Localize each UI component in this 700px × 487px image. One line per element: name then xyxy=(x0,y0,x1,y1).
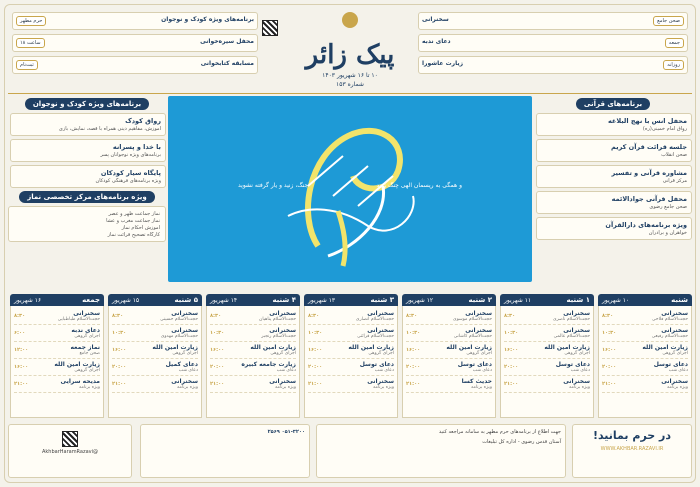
quran-item xyxy=(536,139,692,162)
footer-contact-box xyxy=(140,424,310,478)
schedule-item xyxy=(210,359,296,376)
footer-contact: ۰۵۱-۳۲۰۰ ۲۵۶۹ xyxy=(267,429,305,435)
schedule-item-time: ۲۰:۰۰ xyxy=(504,364,519,370)
schedule-item-title: سخنرانی xyxy=(367,378,394,385)
schedule-item-title: دعای توسل xyxy=(653,361,688,368)
schedule-item xyxy=(14,376,100,393)
schedule-item-title: حدیث کسا xyxy=(461,378,492,385)
kids-section-title: برنامه‌های ویژه کودک و نوجوان xyxy=(25,98,149,110)
quran-item xyxy=(536,165,692,188)
hero-right-caption: و همگی به ریسمان الهی چنگ زنید xyxy=(376,182,462,189)
schedule-item-time: ۲۱:۰۰ xyxy=(602,381,617,387)
day-body xyxy=(206,306,300,418)
schedule-item-time: ۲۰:۰۰ xyxy=(602,364,617,370)
schedule-item-speaker: حجت‌الاسلام موسوی xyxy=(453,317,492,322)
schedule-item-title: سخنرانی xyxy=(465,310,492,317)
day-body xyxy=(108,306,202,418)
schedule-item-speaker: دعای شب xyxy=(276,368,296,373)
day-body xyxy=(402,306,496,418)
schedule-item-title: سخنرانی xyxy=(367,327,394,334)
schedule-item-speaker: حجت‌الاسلام مهدوی xyxy=(160,334,198,339)
top-left-tag: ثبت‌نام xyxy=(16,60,38,70)
schedule-item-title: سخنرانی xyxy=(269,327,296,334)
schedule-item-speaker: صحن جامع xyxy=(79,351,100,356)
day-name: ۵ شنبه xyxy=(174,296,198,304)
day-header xyxy=(500,294,594,306)
schedule-item xyxy=(112,325,198,342)
schedule-item-title: دعای توسل xyxy=(359,361,394,368)
day-name: ۴ شنبه xyxy=(272,296,296,304)
top-right-tag: صحن جامع xyxy=(653,16,684,26)
schedule-item-speaker: ویژه برنامه xyxy=(79,385,100,390)
top-right-label: سخنرانی xyxy=(422,16,449,23)
schedule-item-title: دعای کمیل xyxy=(165,361,198,368)
schedule-item-time: ۲۰:۰۰ xyxy=(210,364,225,370)
schedule-item xyxy=(14,342,100,359)
kids-item xyxy=(10,113,166,136)
top-right-item xyxy=(418,12,688,30)
schedule-item-time: ۲۱:۰۰ xyxy=(112,381,127,387)
schedule-item-speaker: حجت‌الاسلام عالمی xyxy=(553,334,590,339)
day-date: ۱۲ شهریور xyxy=(406,296,434,304)
footer-note: جهت اطلاع از برنامه‌های حرم مطهر به سامانه مراجعه کنید xyxy=(438,429,561,435)
schedule-item xyxy=(602,325,688,342)
schedule-item-title: نماز جمعه xyxy=(70,344,100,351)
issue-number: شماره ۱۵۳ xyxy=(336,81,364,88)
top-left-label: مسابقه کتابخوانی xyxy=(200,60,254,67)
schedule-item-time: ۶:۰۰ xyxy=(14,330,26,336)
schedule-item xyxy=(504,376,590,393)
schedule-item-speaker: اجرای گروهی xyxy=(466,351,492,356)
schedule-item-title: زیارت جامعه کبیره xyxy=(241,361,296,368)
schedule-item xyxy=(406,376,492,393)
schedule-item-speaker: ویژه برنامه xyxy=(471,385,492,390)
day-date: ۱۴ شهریور xyxy=(210,296,238,304)
schedule-item-title: سخنرانی xyxy=(73,310,100,317)
schedule-item-speaker: حجت‌الاسلام فلاحی xyxy=(652,317,688,322)
quran-item-title: مشاوره قرآنی و تفسیر xyxy=(611,169,687,177)
schedule-item-speaker: ویژه برنامه xyxy=(373,385,394,390)
schedule-item-time: ۸:۳۰ xyxy=(112,313,124,319)
quran-item-line: صحن جامع رضوی xyxy=(649,204,687,210)
schedule-item xyxy=(406,342,492,359)
quran-item-line: خواهران و برادران xyxy=(648,230,687,236)
hero-left-caption: جنگ، زنید و یار گرفته نشوید xyxy=(238,182,309,189)
emblem-icon xyxy=(342,12,358,28)
schedule-item-speaker: دعای شب xyxy=(178,368,198,373)
schedule-item-time: ۱۶:۰۰ xyxy=(210,347,225,353)
schedule-item-speaker: دعای شب xyxy=(570,368,590,373)
top-right-label: دعای ندبه xyxy=(422,38,451,45)
footer-note-box xyxy=(316,424,566,478)
schedule-item-time: ۱۶:۰۰ xyxy=(406,347,421,353)
schedule-item xyxy=(308,376,394,393)
day-date: ۱۱ شهریور xyxy=(504,296,532,304)
schedule-item-title: سخنرانی xyxy=(367,310,394,317)
schedule-item-title: زیارت امین الله xyxy=(250,344,296,351)
schedule-item xyxy=(602,359,688,376)
schedule-item-speaker: اجرای گروهی xyxy=(172,351,198,356)
schedule-item xyxy=(14,359,100,376)
calligraphy-artwork xyxy=(168,96,532,282)
schedule-item-title: سخنرانی xyxy=(171,310,198,317)
schedule-item xyxy=(210,308,296,325)
schedule-item-time: ۲۰:۰۰ xyxy=(406,364,421,370)
schedule-item-time: ۱۰:۳۰ xyxy=(210,330,225,336)
quran-item-title: ویژه برنامه‌های دارالقرآن xyxy=(605,221,687,229)
schedule-item-time: ۸:۳۰ xyxy=(602,313,614,319)
schedule-item xyxy=(406,325,492,342)
quran-item-title: محفل انس با نهج البلاغه xyxy=(607,117,687,125)
top-left-tag: حرم مطهر xyxy=(16,16,46,26)
schedule-item-speaker: اجرای گروهی xyxy=(662,351,688,356)
schedule-item-title: سخنرانی xyxy=(661,310,688,317)
schedule-item-time: ۱۶:۰۰ xyxy=(112,347,127,353)
top-left-item xyxy=(12,34,258,52)
quran-item xyxy=(536,113,692,136)
kids-item-line: برنامه‌های ویژه نوجوانان پسر xyxy=(100,152,161,158)
day-header xyxy=(598,294,692,306)
schedule-item xyxy=(210,325,296,342)
schedule-item-speaker: حجت‌الاسلام کاشانی xyxy=(453,334,492,339)
schedule-item xyxy=(308,325,394,342)
schedule-item xyxy=(210,376,296,393)
day-name: شنبه xyxy=(671,296,688,304)
schedule-item-speaker: حجت‌الاسلام ناصری xyxy=(552,317,590,322)
schedule-item-title: سخنرانی xyxy=(269,378,296,385)
schedule-item-time: ۱۰:۳۰ xyxy=(112,330,127,336)
schedule-item-time: ۸:۳۰ xyxy=(406,313,418,319)
quran-item-line: رواق امام خمینی(ره) xyxy=(642,126,687,132)
schedule-item-time: ۱۶:۰۰ xyxy=(504,347,519,353)
schedule-item-speaker: حجت‌الاسلام طباطبایی xyxy=(57,317,100,322)
schedule-item-time: ۱۶:۰۰ xyxy=(602,347,617,353)
qr-code-icon[interactable] xyxy=(262,20,278,36)
schedule-item-speaker: ویژه برنامه xyxy=(177,385,198,390)
schedule-item xyxy=(112,359,198,376)
schedule-item xyxy=(14,325,100,342)
top-right-label: زیارت عاشورا xyxy=(422,60,464,67)
schedule-item-title: سخنرانی xyxy=(563,327,590,334)
schedule-item-speaker: حجت‌الاسلام رنجبر xyxy=(261,334,296,339)
schedule-item-title: زیارت امین الله xyxy=(642,344,688,351)
quran-item-title: محفل قرآنی جوادالائمه xyxy=(611,195,687,203)
left-column xyxy=(8,98,166,288)
kids-item-title: با خدا و پسرانه xyxy=(112,143,161,151)
schedule-item xyxy=(308,359,394,376)
quran-item-title: جلسه قرائت قرآن کریم xyxy=(611,143,687,151)
day-header xyxy=(206,294,300,306)
schedule-item-time: ۲۰:۰۰ xyxy=(308,364,323,370)
day-date: ۱۶ شهریور xyxy=(14,296,42,304)
day-header xyxy=(10,294,104,306)
schedule-item-speaker: ویژه برنامه xyxy=(569,385,590,390)
schedule-item-speaker: حجت‌الاسلام انصاری xyxy=(355,317,394,322)
prayer-item: کارگاه تصحیح قرائت نماز xyxy=(107,232,160,238)
footer xyxy=(8,424,692,478)
schedule-item xyxy=(504,359,590,376)
schedule-item-title: زیارت امین الله xyxy=(348,344,394,351)
schedule-item-title: سخنرانی xyxy=(563,310,590,317)
schedule-item-title: زیارت امین الله xyxy=(54,361,100,368)
schedule-item-title: سخنرانی xyxy=(171,327,198,334)
schedule-item xyxy=(308,308,394,325)
schedule-item-speaker: دعای شب xyxy=(472,368,492,373)
schedule-item-title: زیارت امین الله xyxy=(446,344,492,351)
top-right-item xyxy=(418,34,688,52)
hero-banner xyxy=(168,96,532,282)
quran-section-title: برنامه‌های قرآنی xyxy=(576,98,650,110)
schedule-item-time: ۱۰:۳۰ xyxy=(308,330,323,336)
top-right-tag: روزانه xyxy=(663,60,684,70)
schedule-item xyxy=(602,342,688,359)
top-right-tag: جمعه xyxy=(665,38,684,48)
prayer-item: نماز جماعت مغرب و عشا xyxy=(106,218,160,224)
day-body xyxy=(10,306,104,418)
top-left-item xyxy=(12,12,258,30)
day-column xyxy=(500,294,594,418)
day-column xyxy=(206,294,300,418)
schedule-item-speaker: حجت‌الاسلام حسینی xyxy=(160,317,198,322)
issue-date: ۱۰ تا ۱۶ شهریور ۱۴۰۳ xyxy=(322,72,378,79)
kids-item-title: رواق کودک xyxy=(125,117,161,125)
schedule-item-title: مدیحه سرایی xyxy=(60,378,100,385)
day-column xyxy=(108,294,202,418)
footer-handle[interactable]: @AkhbarHaramRazavi xyxy=(41,449,99,455)
top-right-panel xyxy=(414,8,692,92)
top-left-item xyxy=(12,56,258,74)
top-left-panel xyxy=(8,8,262,92)
schedule-item-time: ۲۰:۰۰ xyxy=(112,364,127,370)
schedule-item-speaker: اجرای گروهی xyxy=(368,351,394,356)
schedule-item xyxy=(406,308,492,325)
day-date: ۱۵ شهریور xyxy=(112,296,140,304)
kids-item-title: پایگاه سیار کودکان xyxy=(100,169,161,177)
page-title: پیک زائر xyxy=(305,40,395,70)
day-column xyxy=(598,294,692,418)
schedule-item-time: ۱۰:۳۰ xyxy=(504,330,519,336)
schedule-item xyxy=(406,359,492,376)
day-header xyxy=(108,294,202,306)
schedule-item-title: سخنرانی xyxy=(171,378,198,385)
day-header xyxy=(402,294,496,306)
day-body xyxy=(304,306,398,418)
schedule-item-time: ۲۱:۰۰ xyxy=(406,381,421,387)
day-column xyxy=(304,294,398,418)
kids-item-line: آموزش، مفاهیم دینی همراه با قصه، نمایش، بازی xyxy=(58,126,161,132)
schedule-item-speaker: اجرای گروهی xyxy=(74,368,100,373)
schedule-item-title: سخنرانی xyxy=(269,310,296,317)
quran-item xyxy=(536,217,692,240)
footer-site[interactable]: WWW.AKHBAR.RAZAVI.IR xyxy=(600,446,664,452)
day-name: ۲ شنبه xyxy=(468,296,492,304)
schedule-item-speaker: حجت‌الاسلام پناهیان xyxy=(259,317,296,322)
schedule-item-time: ۱۰:۳۰ xyxy=(602,330,617,336)
schedule-item-speaker: حجت‌الاسلام قرائتی xyxy=(357,334,394,339)
schedule-item-title: دعای توسل xyxy=(555,361,590,368)
schedule-item xyxy=(602,308,688,325)
schedule-item-title: دعای توسل xyxy=(457,361,492,368)
schedule-item-time: ۲۱:۰۰ xyxy=(504,381,519,387)
quran-item-line: صحن انقلاب xyxy=(661,152,687,158)
kids-item xyxy=(10,139,166,162)
schedule-item-time: ۱۶:۰۰ xyxy=(308,347,323,353)
day-column xyxy=(402,294,496,418)
schedule-item-title: سخنرانی xyxy=(465,327,492,334)
footer-greeting-box xyxy=(572,424,692,478)
day-header xyxy=(304,294,398,306)
right-column xyxy=(534,98,692,288)
schedule-item xyxy=(14,308,100,325)
schedule-item-time: ۸:۳۰ xyxy=(14,313,26,319)
schedule-item-time: ۱۲:۰۰ xyxy=(14,347,29,353)
top-left-tag: ساعت ۱۸ xyxy=(16,38,45,48)
schedule-item xyxy=(112,342,198,359)
kids-item xyxy=(10,165,166,188)
schedule-item-speaker: ویژه برنامه xyxy=(667,385,688,390)
schedule-item-title: سخنرانی xyxy=(661,378,688,385)
quran-item-line: مرکز قرآنی xyxy=(662,178,687,184)
schedule-item xyxy=(504,325,590,342)
schedule-item-time: ۸:۳۰ xyxy=(504,313,516,319)
footer-greeting: در حرم بمانید! xyxy=(592,429,672,442)
schedule-item-speaker: دعای شب xyxy=(374,368,394,373)
kids-item-line: ویژه برنامه‌های فرهنگی کودکان xyxy=(95,178,161,184)
schedule-item-speaker: اجرای گروهی xyxy=(74,334,100,339)
schedule-item-speaker: اجرای گروهی xyxy=(564,351,590,356)
schedule-item-speaker: حجت‌الاسلام رفیعی xyxy=(651,334,688,339)
schedule-item-title: دعای ندبه xyxy=(71,327,100,334)
schedule-item xyxy=(308,342,394,359)
masthead xyxy=(286,8,414,92)
footer-qr-icon[interactable] xyxy=(62,431,78,447)
prayer-list xyxy=(8,206,166,242)
schedule-item-time: ۸:۳۰ xyxy=(210,313,222,319)
schedule-item xyxy=(602,376,688,393)
schedule-item xyxy=(112,376,198,393)
top-left-label: برنامه‌های ویژه کودک و نوجوان xyxy=(161,16,254,23)
schedule-item-title: زیارت امین الله xyxy=(544,344,590,351)
schedule-item-time: ۸:۳۰ xyxy=(308,313,320,319)
footer-social-box xyxy=(8,424,132,478)
day-date: ۱۳ شهریور xyxy=(308,296,336,304)
schedule-item-time: ۲۱:۰۰ xyxy=(210,381,225,387)
top-right-item xyxy=(418,56,688,74)
day-column xyxy=(10,294,104,418)
schedule-item-time: ۱۰:۳۰ xyxy=(406,330,421,336)
quran-item xyxy=(536,191,692,214)
schedule-item-speaker: اجرای گروهی xyxy=(270,351,296,356)
schedule-item-time: ۲۱:۰۰ xyxy=(308,381,323,387)
prayer-section-title: ویژه برنامه‌های مرکز تخصصی نماز xyxy=(19,191,155,203)
schedule-item-title: سخنرانی xyxy=(661,327,688,334)
schedule-item xyxy=(210,342,296,359)
prayer-item: آموزش احکام نماز xyxy=(121,225,160,231)
day-date: ۱۰ شهریور xyxy=(602,296,630,304)
day-body xyxy=(500,306,594,418)
top-left-label: محفل سیره‌خوانی xyxy=(200,38,254,45)
schedule-item xyxy=(504,308,590,325)
schedule-item-title: سخنرانی xyxy=(563,378,590,385)
day-name: جمعه xyxy=(82,296,100,304)
footer-note-2: آستان قدس رضوی - اداره کل تبلیغات xyxy=(482,439,561,445)
schedule-item-title: زیارت امین الله xyxy=(152,344,198,351)
schedule-item-time: ۲۱:۰۰ xyxy=(14,381,29,387)
day-body xyxy=(598,306,692,418)
schedule-item xyxy=(504,342,590,359)
schedule-item-time: ۱۶:۰۰ xyxy=(14,364,29,370)
prayer-item: نماز جماعت ظهر و عصر xyxy=(108,211,160,217)
divider xyxy=(8,93,692,94)
schedule-item-speaker: ویژه برنامه xyxy=(275,385,296,390)
schedule-item xyxy=(112,308,198,325)
schedule-item-speaker: دعای شب xyxy=(668,368,688,373)
day-name: ۳ شنبه xyxy=(370,296,394,304)
day-name: ۱ شنبه xyxy=(566,296,590,304)
